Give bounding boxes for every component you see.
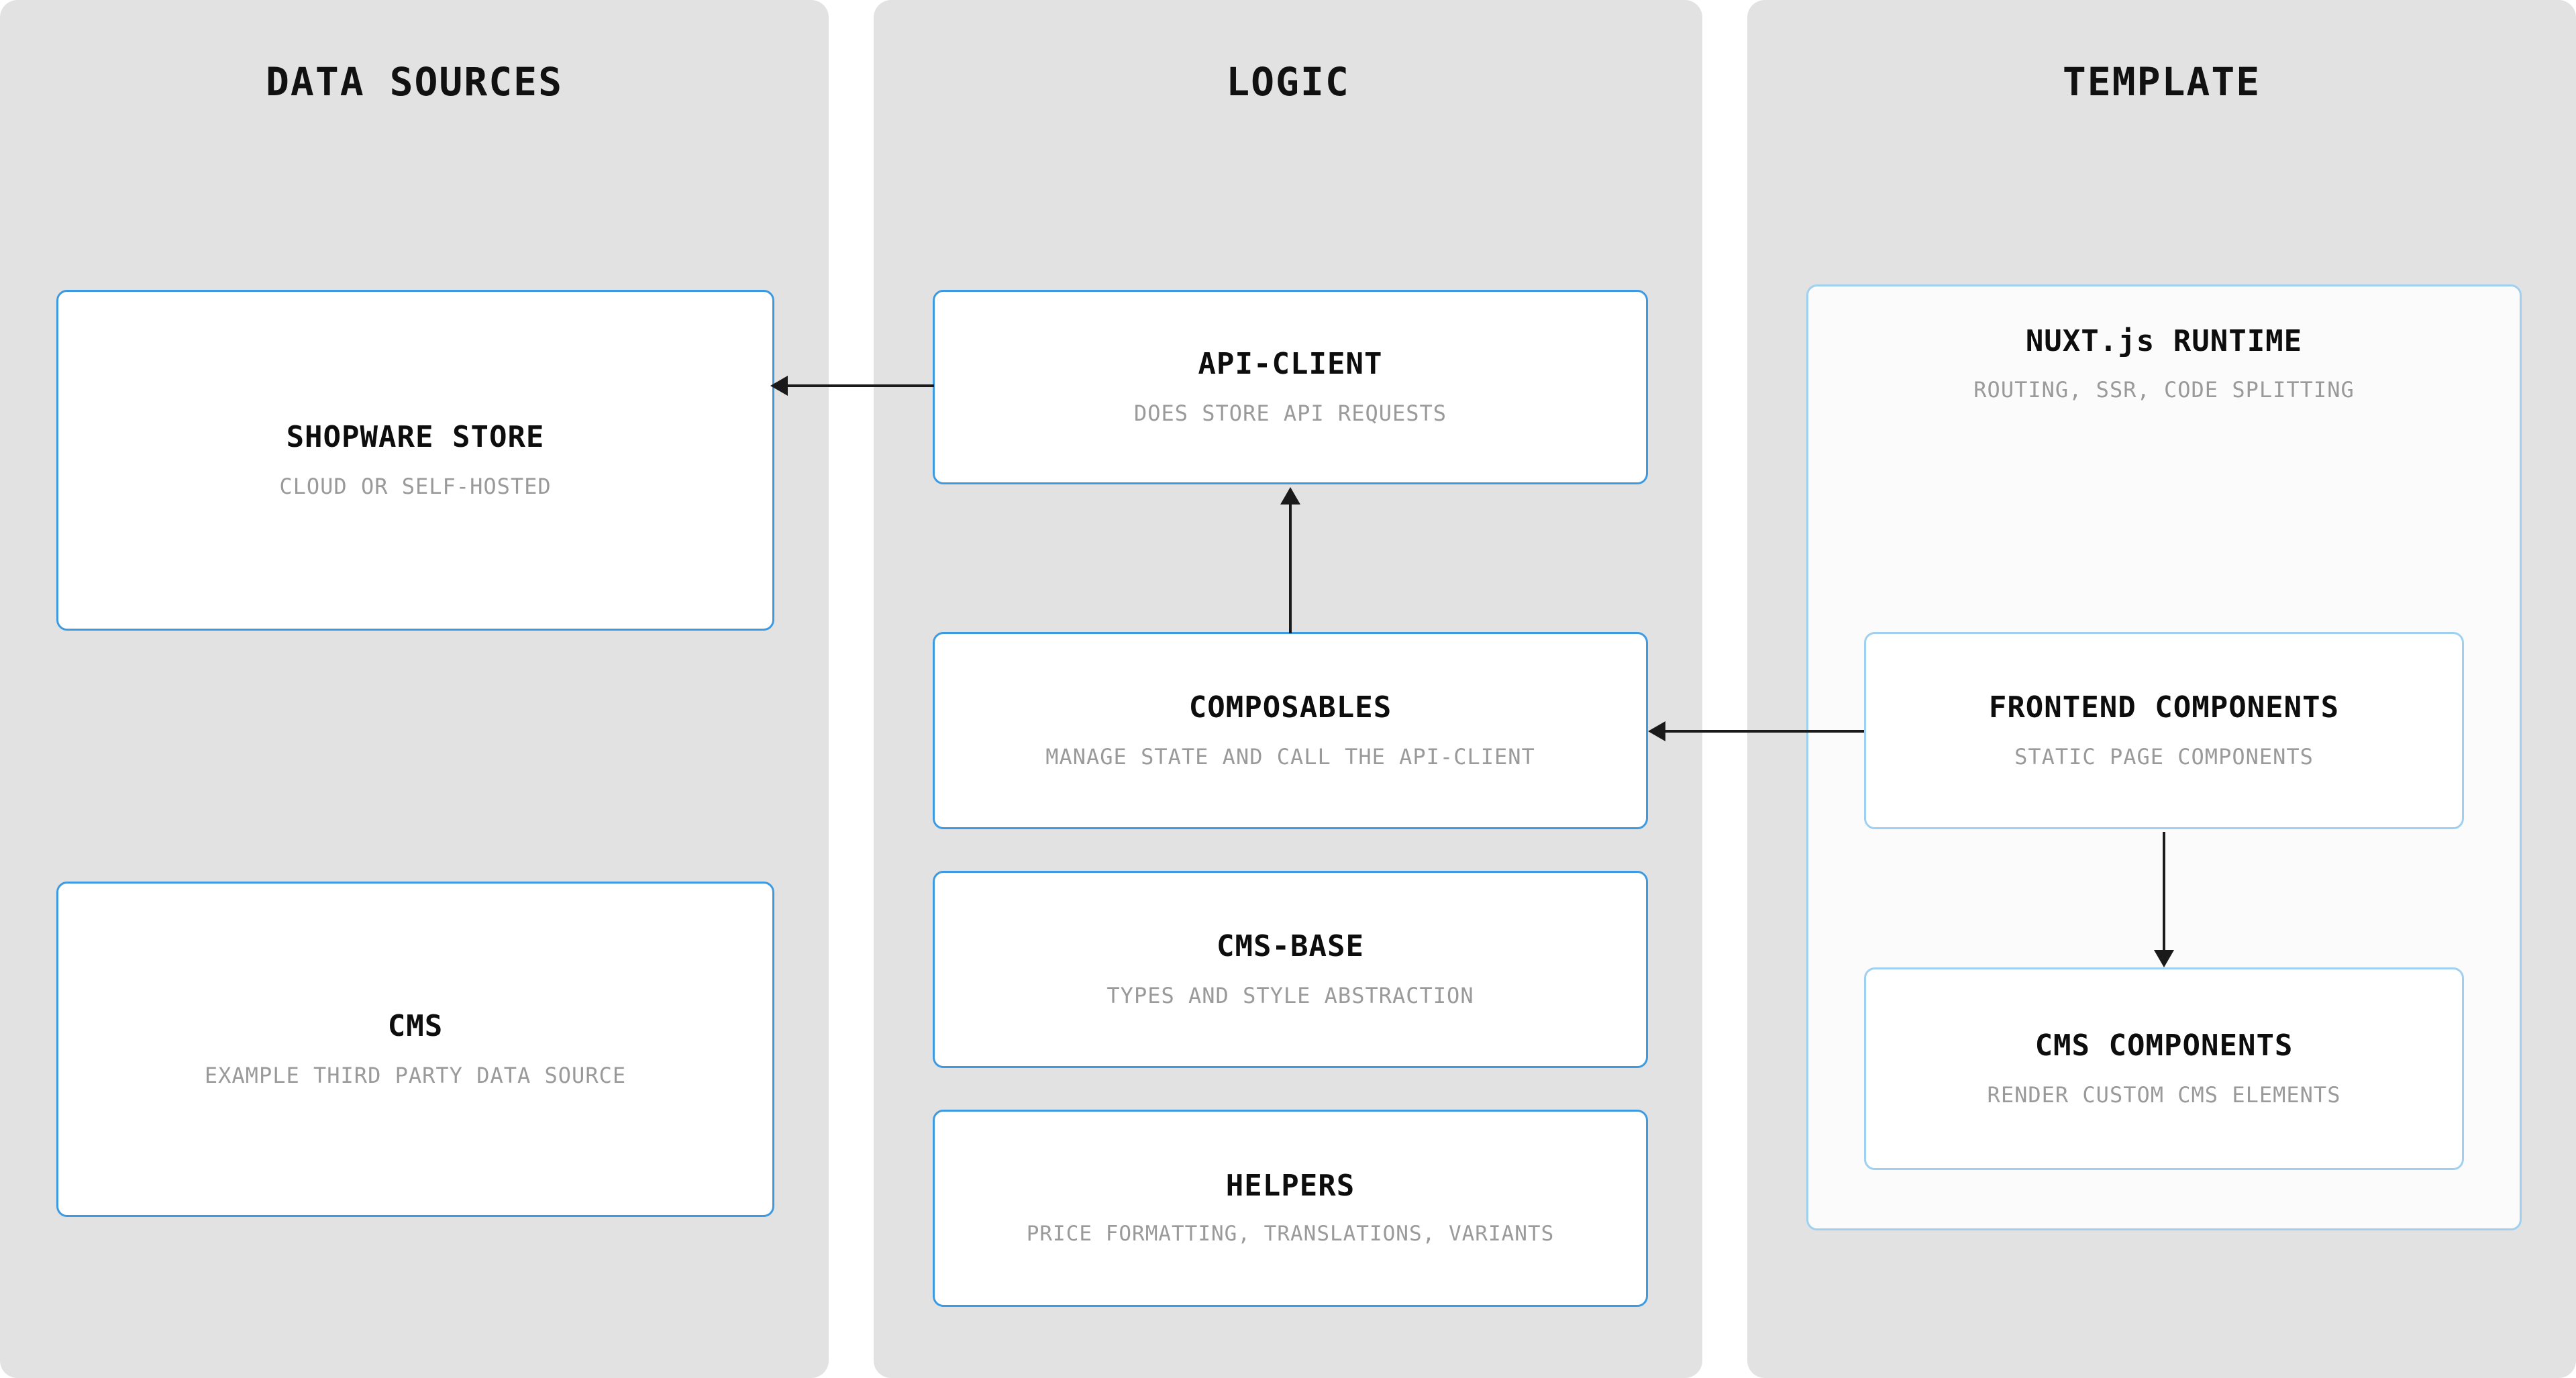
- card-subtitle-composables: MANAGE STATE AND CALL THE API-CLIENT: [1045, 743, 1535, 770]
- card-subtitle-nuxt-runtime: ROUTING, SSR, CODE SPLITTING: [1973, 377, 2355, 403]
- column-title-logic: LOGIC: [1226, 59, 1350, 105]
- card-subtitle-api-client: DOES STORE API REQUESTS: [1133, 400, 1447, 426]
- card-title-cms-base: CMS-BASE: [1217, 929, 1364, 964]
- card-subtitle-cms: EXAMPLE THIRD PARTY DATA SOURCE: [204, 1062, 627, 1088]
- card-title-cms-components: CMS COMPONENTS: [2034, 1028, 2294, 1063]
- card-helpers: [933, 1110, 1648, 1307]
- column-title-data-sources: DATA SOURCES: [265, 59, 564, 105]
- card-subtitle-shopware-store: CLOUD OR SELF-HOSTED: [279, 473, 552, 499]
- card-title-composables: COMPOSABLES: [1188, 690, 1392, 725]
- arrow-line-api-client-to-shopware-store: [785, 384, 934, 387]
- card-title-helpers: HELPERS: [1225, 1168, 1355, 1203]
- arrow-line-frontend-components-to-cms-components: [2163, 832, 2165, 951]
- card-subtitle-frontend-components: STATIC PAGE COMPONENTS: [2014, 743, 2314, 770]
- card-cms: [56, 882, 774, 1217]
- arrow-head-frontend-components-to-composables: [1648, 721, 1665, 741]
- card-subtitle-cms-base: TYPES AND STYLE ABSTRACTION: [1106, 982, 1474, 1008]
- card-subtitle-cms-components: RENDER CUSTOM CMS ELEMENTS: [1987, 1081, 2341, 1108]
- card-title-frontend-components: FRONTEND COMPONENTS: [1988, 690, 2340, 725]
- card-title-nuxt-runtime: NUXT.js RUNTIME: [2025, 324, 2303, 358]
- card-subtitle-helpers: PRICE FORMATTING, TRANSLATIONS, VARIANTS: [1026, 1222, 1555, 1247]
- arrow-head-api-client-to-shopware-store: [770, 376, 788, 396]
- card-frontend-components: [1864, 632, 2464, 829]
- card-cms-base: [933, 871, 1648, 1068]
- card-title-api-client: API-CLIENT: [1198, 347, 1383, 382]
- arrow-line-composables-to-api-client: [1289, 502, 1292, 633]
- arrow-line-frontend-components-to-composables: [1663, 730, 1864, 733]
- card-api-client: [933, 290, 1648, 484]
- arrow-head-composables-to-api-client: [1280, 487, 1300, 505]
- card-title-shopware-store: SHOPWARE STORE: [286, 420, 545, 455]
- card-shopware-store: [56, 290, 774, 631]
- card-title-cms: CMS: [387, 1009, 444, 1044]
- arrow-head-frontend-components-to-cms-components: [2154, 950, 2174, 967]
- column-title-template: TEMPLATE: [2062, 59, 2261, 105]
- card-composables: [933, 632, 1648, 829]
- card-cms-components: [1864, 967, 2464, 1170]
